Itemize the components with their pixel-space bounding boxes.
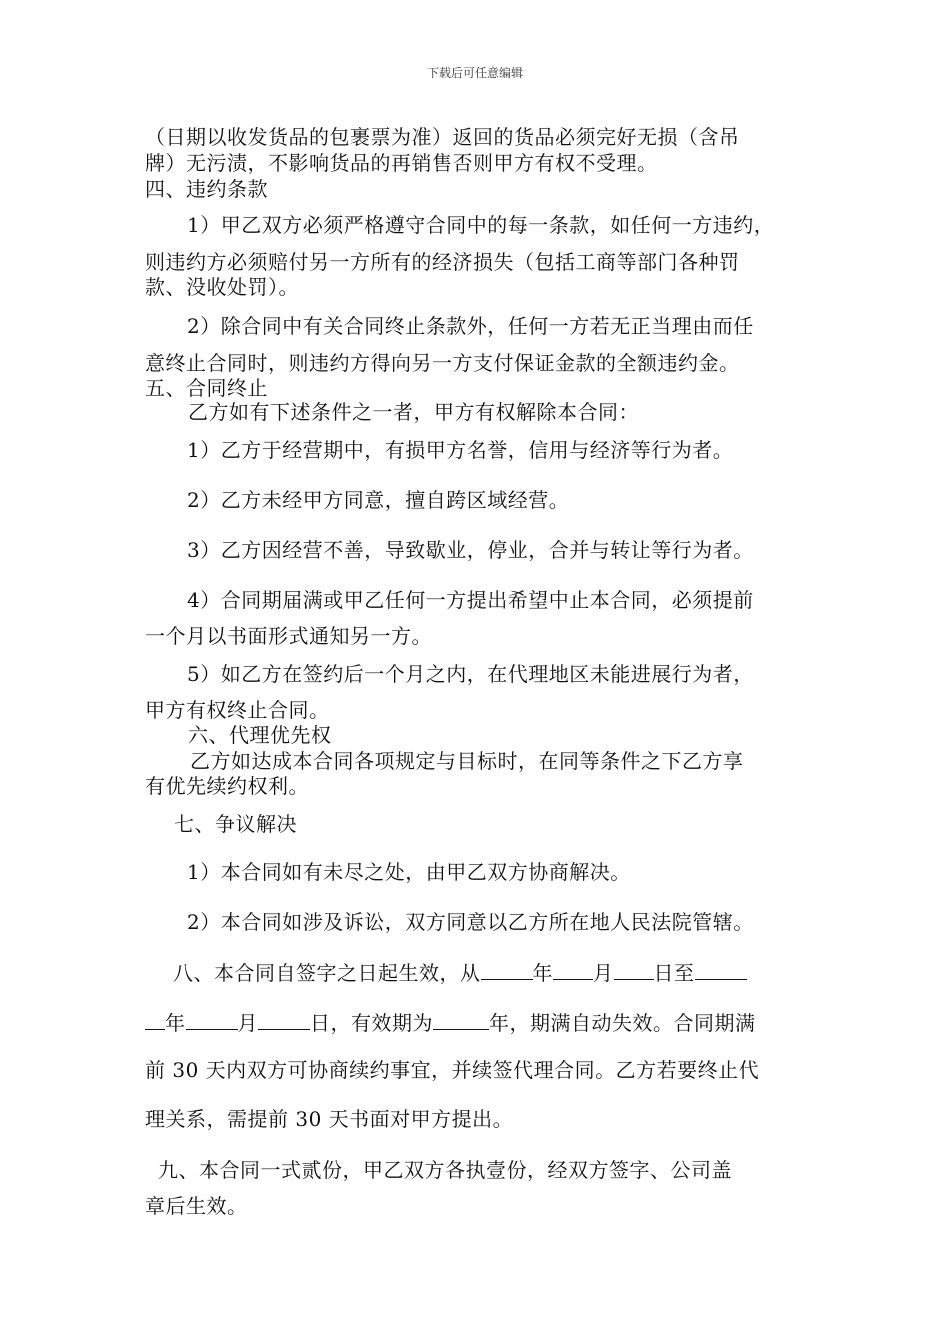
page-header: 下载后可任意编辑 <box>426 66 523 80</box>
blank-field <box>433 1009 489 1030</box>
paragraph-line: 款、没收处罚）。 <box>145 275 299 299</box>
section-heading: 四、违约条款 <box>145 177 268 201</box>
blank-field <box>258 1009 310 1030</box>
blank-field <box>481 959 533 980</box>
blank-field <box>695 959 747 980</box>
section-heading: 五、合同终止 <box>145 376 268 400</box>
section-heading: 六、代理优先权 <box>188 723 332 747</box>
paragraph-line: 有优先续约权利。 <box>145 774 309 798</box>
paragraph-line: 2）除合同中有关合同终止条款外，任何一方若无正当理由而任 <box>187 314 754 338</box>
paragraph-line: 则违约方必须赔付另一方所有的经济损失（包括工商等部门各种罚 <box>145 250 740 274</box>
paragraph-line: 1）甲乙双方必须严格遵守合同中的每一条款，如任何一方违约， <box>187 213 775 237</box>
paragraph-line: 1）本合同如有未尽之处，由甲乙双方协商解决。 <box>187 860 631 884</box>
blank-field <box>186 1009 238 1030</box>
blank-field <box>553 959 593 980</box>
paragraph-line: 3）乙方因经营不善，导致歇业，停业，合并与转让等行为者。 <box>187 538 754 562</box>
clause-9-line-1: 九、本合同一式贰份，甲乙双方各执壹份，经双方签字、公司盖 <box>158 1158 732 1182</box>
paragraph-line: 乙方如达成本合同各项规定与目标时，在同等条件之下乙方享 <box>190 749 744 773</box>
paragraph-line: 乙方如有下述条件之一者，甲方有权解除本合同： <box>188 400 639 424</box>
clause-8-line-4: 理关系，需提前 30 天书面对甲方提出。 <box>145 1107 514 1131</box>
paragraph-line: 甲方有权终止合同。 <box>145 698 330 722</box>
paragraph-line: 5）如乙方在签约后一个月之内，在代理地区未能进展行为者， <box>187 662 754 686</box>
paragraph-line: 1）乙方于经营期中，有损甲方名誉，信用与经济等行为者。 <box>187 438 734 462</box>
paragraph-line: 牌）无污渍，不影响货品的再销售否则甲方有权不受理。 <box>145 151 658 175</box>
paragraph-line: 意终止合同时，则违约方得向另一方支付保证金款的全额违约金。 <box>145 351 740 375</box>
clause-8-line-3: 前 30 天内双方可协商续约事宜，并续签代理合同。乙方若要终止代 <box>145 1058 760 1082</box>
clause-8-text: 日至 <box>653 961 695 985</box>
blank-field <box>145 1009 165 1030</box>
section-heading: 七、争议解决 <box>174 812 297 836</box>
clause-8-text: 月 <box>593 961 614 985</box>
paragraph-line: 2）乙方未经甲方同意，擅自跨区域经营。 <box>187 488 570 512</box>
paragraph-line: 2）本合同如涉及诉讼，双方同意以乙方所在地人民法院管辖。 <box>187 910 754 934</box>
clause-8-text: 日，有效期为 <box>310 1011 433 1035</box>
clause-8-line-1 <box>173 959 747 986</box>
clause-9-line-2: 章后生效。 <box>145 1194 248 1218</box>
clause-8-text: 年 <box>165 1011 186 1035</box>
clause-8-text: 年 <box>532 961 553 985</box>
paragraph-line: （日期以收发货品的包裹票为准）返回的货品必须完好无损（含吊 <box>145 125 740 149</box>
clause-8-text: 年，期满自动失效。合同期满 <box>489 1011 756 1035</box>
clause-8-text: 八、本合同自签字之日起生效，从 <box>173 961 481 985</box>
clause-8-text: 月 <box>237 1011 258 1035</box>
paragraph-line: 一个月以书面形式通知另一方。 <box>145 624 432 648</box>
paragraph-line: 4）合同期届满或甲乙任何一方提出希望中止本合同，必须提前 <box>187 588 754 612</box>
blank-field <box>614 959 654 980</box>
clause-8-line-2 <box>145 1009 756 1036</box>
